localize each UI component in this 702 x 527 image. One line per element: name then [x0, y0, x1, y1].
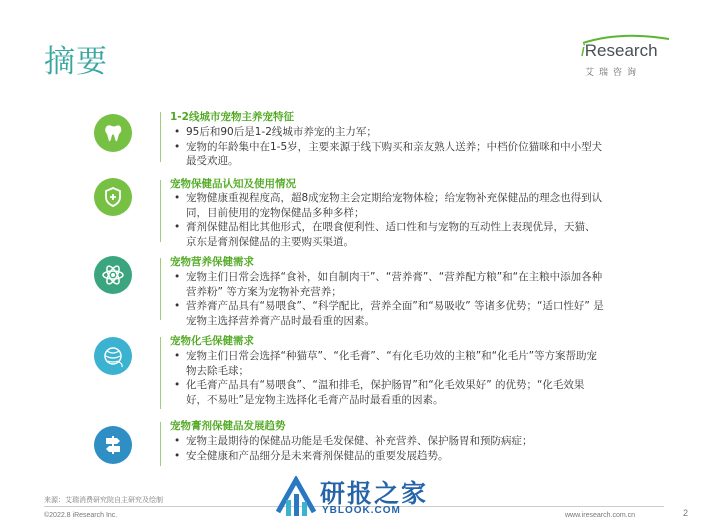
- bullet-item: • 95后和90后是1-2线城市养宠的主力军；: [174, 125, 604, 140]
- bullet-list: [174, 270, 604, 328]
- section-title: 宠物保健品认知及使用情况: [170, 178, 296, 190]
- bullet-list: [174, 125, 604, 169]
- watermark-url: YBLOOK.COM: [322, 505, 401, 516]
- logo-wordmark: iResearch: [581, 41, 658, 60]
- bullet-item: • 营养膏产品具有“易喂食”、“科学配比，营养全面”和“易吸收” 等诸多优势；“适口性好” 是宠物主选择营养膏产品时最看重的因素。: [174, 299, 604, 328]
- bullet-item: • 安全健康和产品细分是未来膏剂保健品的重要发展趋势。: [174, 449, 604, 464]
- logo-chinese: 艾瑞咨询: [585, 68, 642, 78]
- bullet-item: • 宠物主们日常会选择“种猫草”、“化毛膏”、“有化毛功效的主粮”和“化毛片”等方案帮助宠物去除毛球；: [174, 349, 604, 378]
- bullet-list: [174, 434, 604, 463]
- section-title: 宠物化毛保健需求: [170, 335, 254, 347]
- bullet-item: • 膏剂保健品相比其他形式，在喂食便利性、适口性和与宠物的互动性上表现优异，天猫、京东是膏剂保健品的主要购买渠道。: [174, 220, 604, 249]
- tooth-icon: [94, 114, 132, 152]
- bar-chart-logo-icon: [276, 476, 318, 520]
- yarn-ball-icon: [94, 337, 132, 375]
- section-title: 1-2线城市宠物主养宠特征: [170, 111, 294, 123]
- bullet-item: • 宠物健康重视程度高，超8成宠物主会定期给宠物体检；给宠物补充保健品的理念也得到认同，目前使用的宠物保健品多种多样；: [174, 191, 604, 220]
- bullet-item: • 宠物主最期待的保健品功能是毛发保健、补充营养、保护肠胃和预防病症；: [174, 434, 604, 449]
- website-link[interactable]: www.iresearch.com.cn: [565, 512, 636, 519]
- watermark: [276, 474, 436, 524]
- shield-plus-icon: [94, 178, 132, 216]
- divider: [160, 180, 161, 242]
- signpost-icon: [94, 426, 132, 464]
- divider: [160, 337, 161, 409]
- bullet-item: • 化毛膏产品具有“易喂食”、“温和排毛，保护肠胃”和“化毛效果好” 的优势；“化毛效果好，不易吐”是宠物主选择化毛膏产品时最看重的因素。: [174, 378, 604, 407]
- divider: [160, 112, 161, 162]
- page-title: 摘要: [44, 44, 108, 80]
- section-title: 宠物营养保健需求: [170, 256, 254, 268]
- bullet-list: [174, 349, 604, 407]
- source-note: 来源：艾瑞消费研究院自主研究及绘制: [44, 496, 163, 504]
- atom-icon: [94, 256, 132, 294]
- watermark-title: 研报之家: [320, 479, 429, 508]
- copyright: ©2022.8 iResearch Inc.: [44, 512, 118, 519]
- page-number: 2: [683, 508, 689, 518]
- divider: [160, 258, 161, 320]
- bullet-list: [174, 191, 604, 249]
- bullet-item: • 宠物的年龄集中在1-5岁，主要来源于线下购买和亲友熟人送养；中档价位猫咪和中小型犬最受欢迎。: [174, 140, 604, 169]
- section-title: 宠物膏剂保健品发展趋势: [170, 420, 286, 432]
- divider: [160, 422, 161, 466]
- bullet-item: • 宠物主们日常会选择“食补，如自制肉干”、“营养膏”、“营养配方粮”和“在主粮中添加各种营养粉” 等方案为宠物补充营养；: [174, 270, 604, 299]
- iresearch-logo: [575, 33, 675, 83]
